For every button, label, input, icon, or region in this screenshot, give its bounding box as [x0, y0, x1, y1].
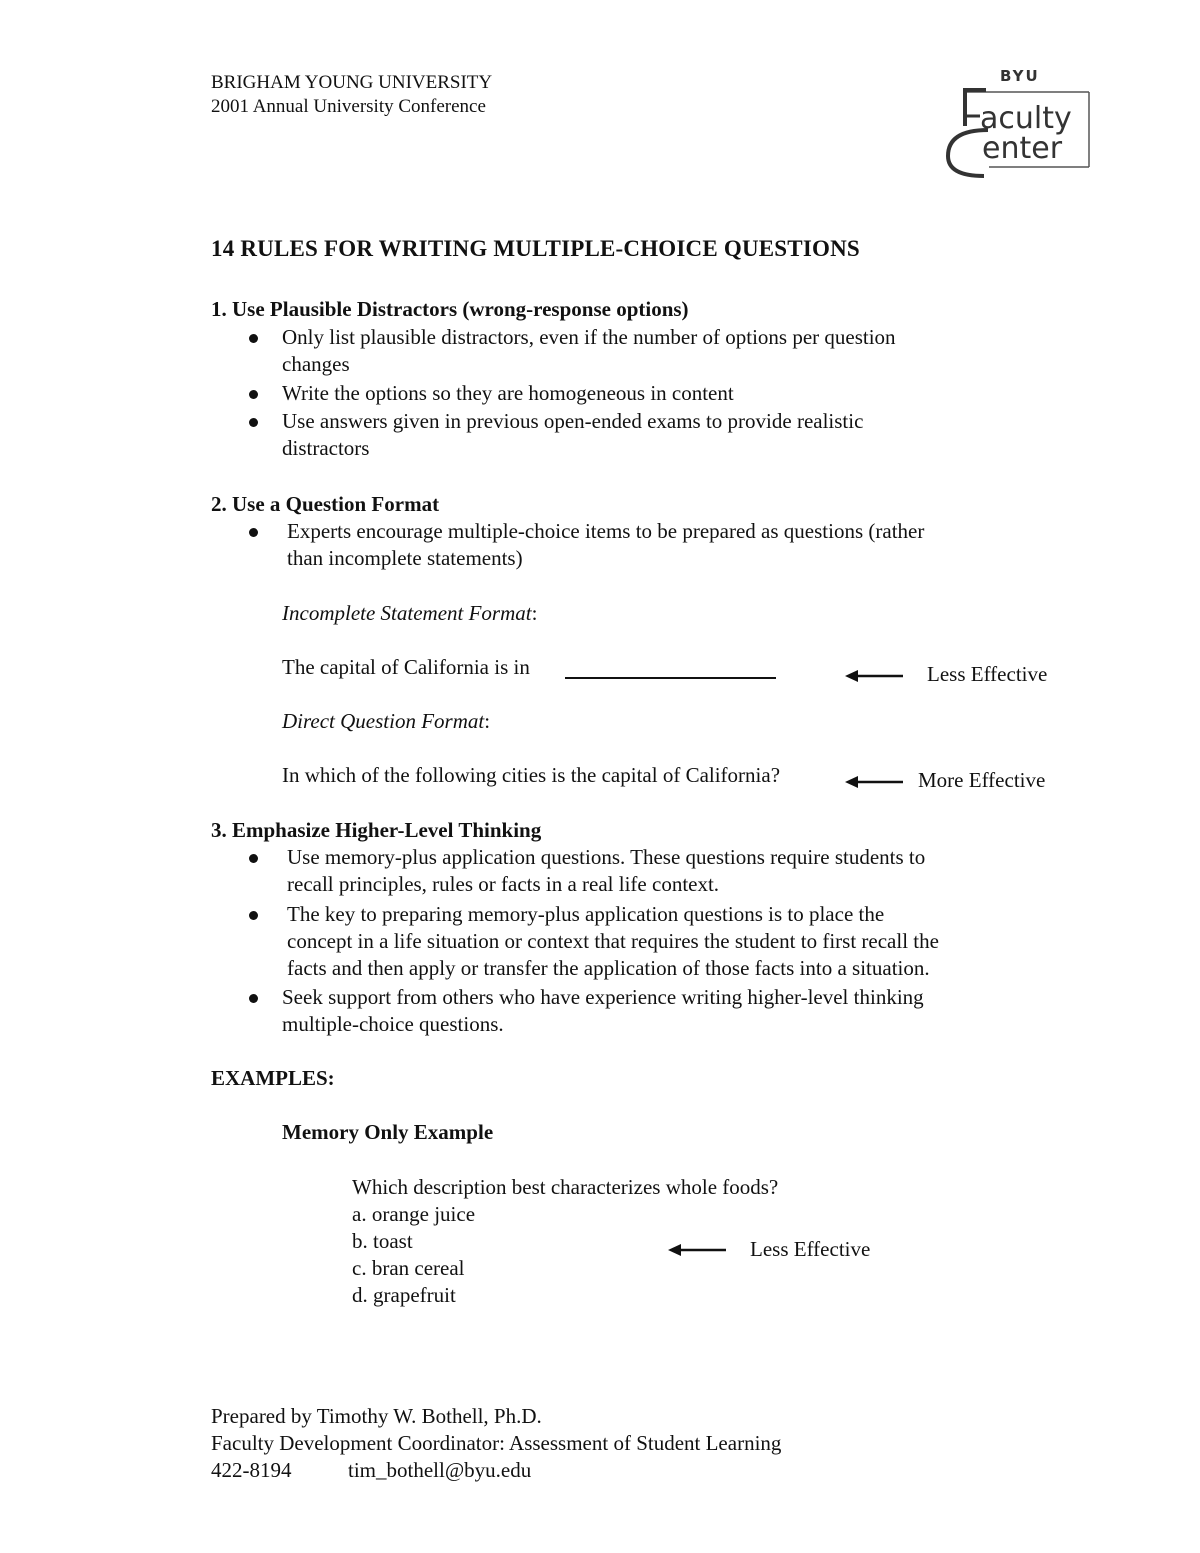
incomplete-statement-label: Incomplete Statement Format: — [282, 601, 538, 625]
prepared-by: Prepared by Timothy W. Bothell, Ph.D. — [211, 1404, 542, 1428]
bullet-icon — [249, 528, 258, 537]
rule-1-bullet-1-line-1: Only list plausible distractors, even if the number of options per question — [282, 325, 896, 349]
rule-2-bullet-1-line-2: than incomplete statements) — [287, 546, 523, 570]
example-option-b: b. toast — [352, 1229, 413, 1253]
incomplete-statement-example: The capital of California is in — [282, 655, 530, 679]
direct-question-example: In which of the following cities is the capital of California? — [282, 763, 781, 787]
bullet-icon — [249, 911, 258, 920]
rule-3-bullet-1-line-2: recall principles, rules or facts in a real life context. — [287, 872, 720, 896]
example-option-a: a. orange juice — [352, 1202, 476, 1226]
rule-3-bullet-2-line-2: concept in a life situation or context that requires the student to first recall the — [287, 929, 939, 953]
email-address: tim_bothell@byu.edu — [348, 1458, 532, 1482]
rule-1-bullet-3-line-1: Use answers given in previous open-ended exams to provide realistic — [282, 409, 864, 433]
logo-byu-text: BYU — [1000, 67, 1040, 85]
rule-3-bullet-2-line-3: facts and then apply or transfer the application of those facts into a situation. — [287, 956, 930, 980]
example-question: Which description best characterizes whole foods? — [352, 1175, 779, 1199]
rule-1-heading: 1. Use Plausible Distractors (wrong-response options) — [211, 297, 689, 321]
left-arrow-icon — [845, 667, 903, 685]
faculty-center-logo-mark — [944, 64, 1094, 182]
logo-faculty-text: aculty — [980, 101, 1072, 136]
rule-3-bullet-3-line-2: multiple-choice questions. — [282, 1012, 504, 1036]
rule-3-bullet-1-line-1: Use memory-plus application questions. These questions require students to — [287, 845, 926, 869]
rule-2-bullet-1-line-1: Experts encourage multiple-choice items to be prepared as questions (rather — [287, 519, 925, 543]
rule-1-bullet-3-line-2: distractors — [282, 436, 370, 460]
bullet-icon — [249, 334, 258, 343]
rule-3-heading: 3. Emphasize Higher-Level Thinking — [211, 818, 542, 842]
byu-faculty-center-logo — [944, 64, 1094, 182]
bullet-icon — [249, 390, 258, 399]
left-arrow-icon — [845, 773, 903, 791]
phone-number: 422-8194 — [211, 1458, 292, 1482]
left-arrow-icon — [668, 1241, 726, 1259]
example-option-d: d. grapefruit — [352, 1283, 456, 1307]
university-name: BRIGHAM YOUNG UNIVERSITY — [211, 72, 493, 93]
logo-center-text: enter — [982, 131, 1063, 166]
examples-heading: EXAMPLES: — [211, 1066, 335, 1090]
rule-3-bullet-3-line-1: Seek support from others who have experience writing higher-level thinking — [282, 985, 924, 1009]
conference-name: 2001 Annual University Conference — [211, 96, 486, 117]
answer-blank-line — [565, 677, 776, 679]
example-option-c: c. bran cereal — [352, 1256, 465, 1280]
more-effective-label: More Effective — [918, 768, 1046, 792]
rule-1-bullet-1-line-2: changes — [282, 352, 350, 376]
direct-question-label: Direct Question Format: — [282, 709, 491, 733]
rule-3-bullet-2-line-1: The key to preparing memory-plus application questions is to place the — [287, 902, 885, 926]
less-effective-label: Less Effective — [927, 662, 1048, 686]
page-title: 14 RULES FOR WRITING MULTIPLE-CHOICE QUESTIONS — [211, 236, 860, 261]
author-role: Faculty Development Coordinator: Assessment of Student Learning — [211, 1431, 782, 1455]
memory-only-example-title: Memory Only Example — [282, 1120, 494, 1144]
example-less-effective-label: Less Effective — [750, 1237, 871, 1261]
bullet-icon — [249, 854, 258, 863]
bullet-icon — [249, 418, 258, 427]
rule-1-bullet-2: Write the options so they are homogeneous in content — [282, 381, 734, 405]
rule-2-heading: 2. Use a Question Format — [211, 492, 440, 516]
bullet-icon — [249, 994, 258, 1003]
